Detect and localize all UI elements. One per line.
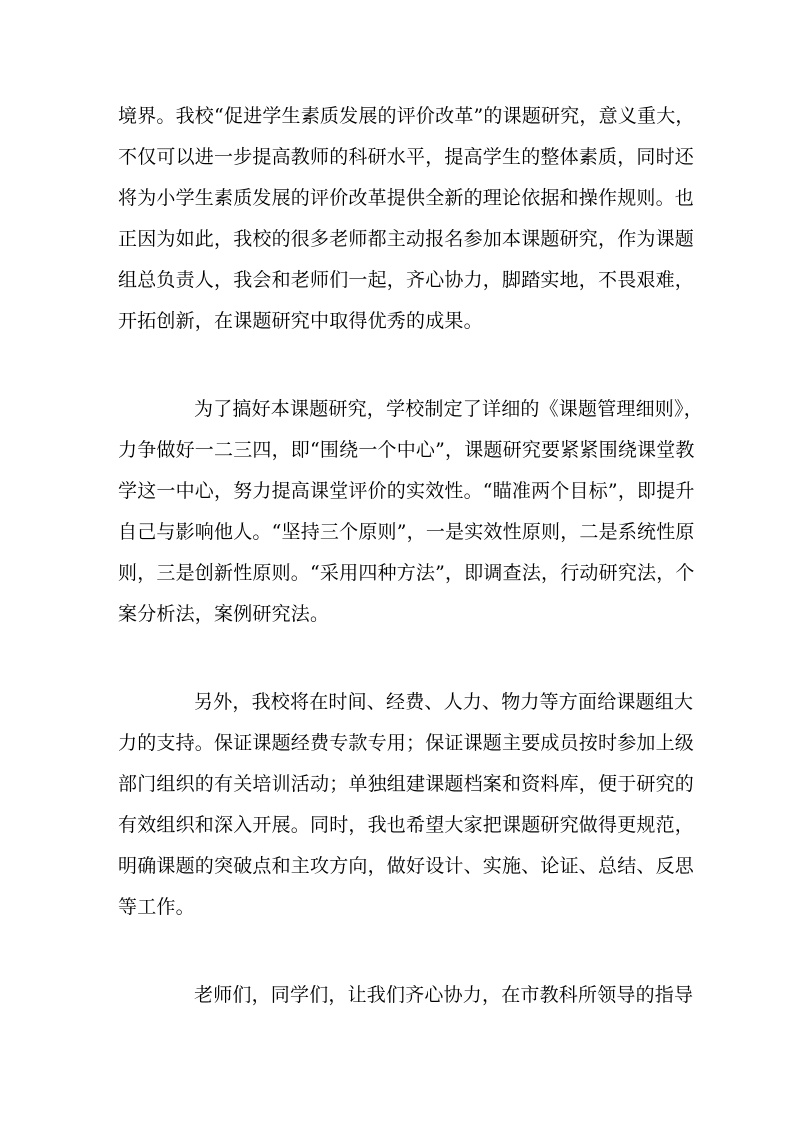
text-line: 等工作。 <box>118 896 195 918</box>
text-line: 境界。我校“促进学生素质发展的评价改革”的课题研究，意义重大， <box>118 105 695 127</box>
paragraph-spacer <box>118 342 683 389</box>
text-line-indented: 老师们，同学们，让我们齐心协力，在市教科所领导的指导 <box>194 984 694 1006</box>
paragraph-2 <box>118 389 703 635</box>
text-line: 组总负责人，我会和老师们一起，齐心协力，脚踏实地，不畏艰难， <box>118 269 695 291</box>
text-line: 明确课题的突破点和主攻方向，做好设计、实施、论证、总结、反思 <box>118 855 695 877</box>
text-line: 力争做好一二三四，即“围绕一个中心”，课题研究要紧紧围绕课堂教 <box>118 439 695 461</box>
text-line-indented: 为了搞好本课题研究，学校制定了详细的《课题管理细则》， <box>194 398 703 420</box>
paragraph-3 <box>118 682 695 928</box>
paragraph-4 <box>118 975 694 1016</box>
text-line: 案分析法，案例研究法。 <box>118 603 330 625</box>
paragraph-spacer <box>118 635 683 682</box>
text-line: 自己与影响他人。“坚持三个原则”，一是实效性原则，二是系统性原 <box>118 521 695 543</box>
text-line: 则，三是创新性原则。“采用四种方法”，即调查法，行动研究法，个 <box>118 562 695 584</box>
text-line: 有效组织和深入开展。同时，我也希望大家把课题研究做得更规范， <box>118 814 695 836</box>
paragraph-spacer <box>118 928 683 975</box>
text-line: 不仅可以进一步提高教师的科研水平，提高学生的整体素质，同时还 <box>118 146 695 168</box>
document-body <box>118 96 703 1016</box>
text-line: 将为小学生素质发展的评价改革提供全新的理论依据和操作规则。也 <box>118 187 695 209</box>
text-line: 学这一中心，努力提高课堂评价的实效性。“瞄准两个目标”，即提升 <box>118 480 695 502</box>
text-line-indented: 另外，我校将在时间、经费、人力、物力等方面给课题组大 <box>194 691 694 713</box>
text-line: 开拓创新，在课题研究中取得优秀的成果。 <box>118 310 483 332</box>
text-line: 正因为如此，我校的很多老师都主动报名参加本课题研究，作为课题 <box>118 228 695 250</box>
text-line: 部门组织的有关培训活动；单独组建课题档案和资料库，便于研究的 <box>118 773 695 795</box>
paragraph-1 <box>118 96 695 342</box>
text-line: 力的支持。保证课题经费专款专用；保证课题主要成员按时参加上级 <box>118 732 695 754</box>
